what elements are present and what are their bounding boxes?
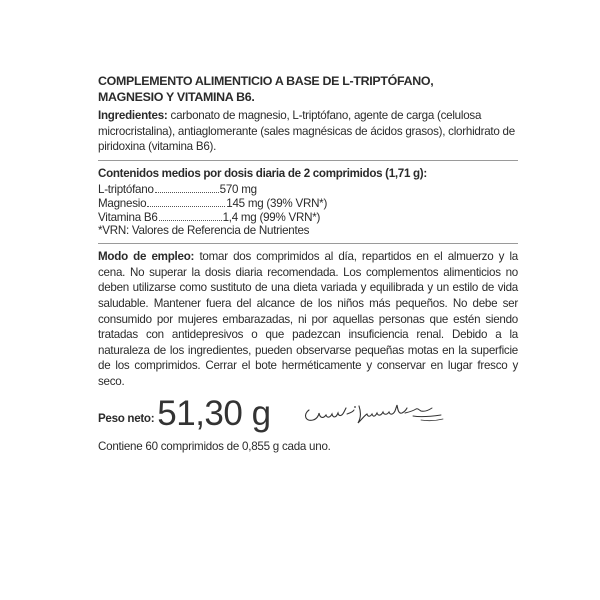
dot-leader <box>147 197 225 207</box>
usage-label: Modo de empleo: <box>98 250 195 264</box>
contents-heading: Contenidos medios por dosis diaria de 2 comprimidos (1,71 g): <box>98 166 427 180</box>
divider <box>98 243 518 244</box>
divider <box>98 160 518 161</box>
ingredients-text: carbonato de magnesio, L-triptófano, agente de carga (celulosa microcristalina), antiaglomerante (sales magnésicas de ácidos grasos), clorhidrato de piridoxina (vitamina B6). <box>98 109 515 154</box>
product-title-line-2: MAGNESIO Y VITAMINA B6. <box>98 90 255 104</box>
contents-row <box>98 211 518 225</box>
nutrient-name: Vitamina B6 <box>98 210 158 224</box>
ingredients-paragraph <box>98 108 518 155</box>
net-weight-row <box>98 392 518 432</box>
tablet-count-note: Contiene 60 comprimidos de 0,855 g cada uno. <box>98 439 331 453</box>
usage-text: tomar dos comprimidos al día, repartidos en el almuerzo y la cena. No superar la dosis diaria recomendada. Los complementos alimenticios no deben utilizarse como sustituto de una dieta variada y equilibrada y un estilo de vida saludable. Mantener fuera del alcance de los niños más pequeños. No debe ser consumido por mujeres embarazadas, ni por aquellas personas que estén siendo tratadas con antidepresivos o que padezcan insuficiencia renal. Debido a la naturaleza de los ingredientes, pueden observarse pequeñas motas en la superficie de los comprimidos. Cerrar el bote herméticamente y conservar en lugar fresco y seco. <box>98 250 518 388</box>
product-title <box>98 73 518 105</box>
net-weight-value: 51,30 g <box>157 393 271 433</box>
nutrient-name: Magnesio <box>98 196 147 210</box>
contents-table <box>98 183 518 238</box>
product-title-line-1: COMPLEMENTO ALIMENTICIO A BASE DE L-TRIPTÓFANO, <box>98 74 434 88</box>
supplement-label <box>98 73 518 454</box>
vrn-footnote: *VRN: Valores de Referencia de Nutrientes <box>98 224 310 238</box>
dot-leader <box>159 211 222 221</box>
ingredients-label: Ingredientes: <box>98 109 168 122</box>
signature-icon <box>301 396 451 428</box>
dot-leader <box>155 183 219 193</box>
nutrient-value: 145 mg (39% VRN*) <box>226 196 328 210</box>
contents-row <box>98 197 518 211</box>
nutrient-name: L-triptófano <box>98 183 154 197</box>
nutrient-value: 1,4 mg (99% VRN*) <box>222 210 321 224</box>
nutrient-value: 570 mg <box>219 183 257 197</box>
contents-row <box>98 183 518 197</box>
usage-paragraph <box>98 249 518 389</box>
net-weight-label: Peso neto: <box>98 411 155 425</box>
